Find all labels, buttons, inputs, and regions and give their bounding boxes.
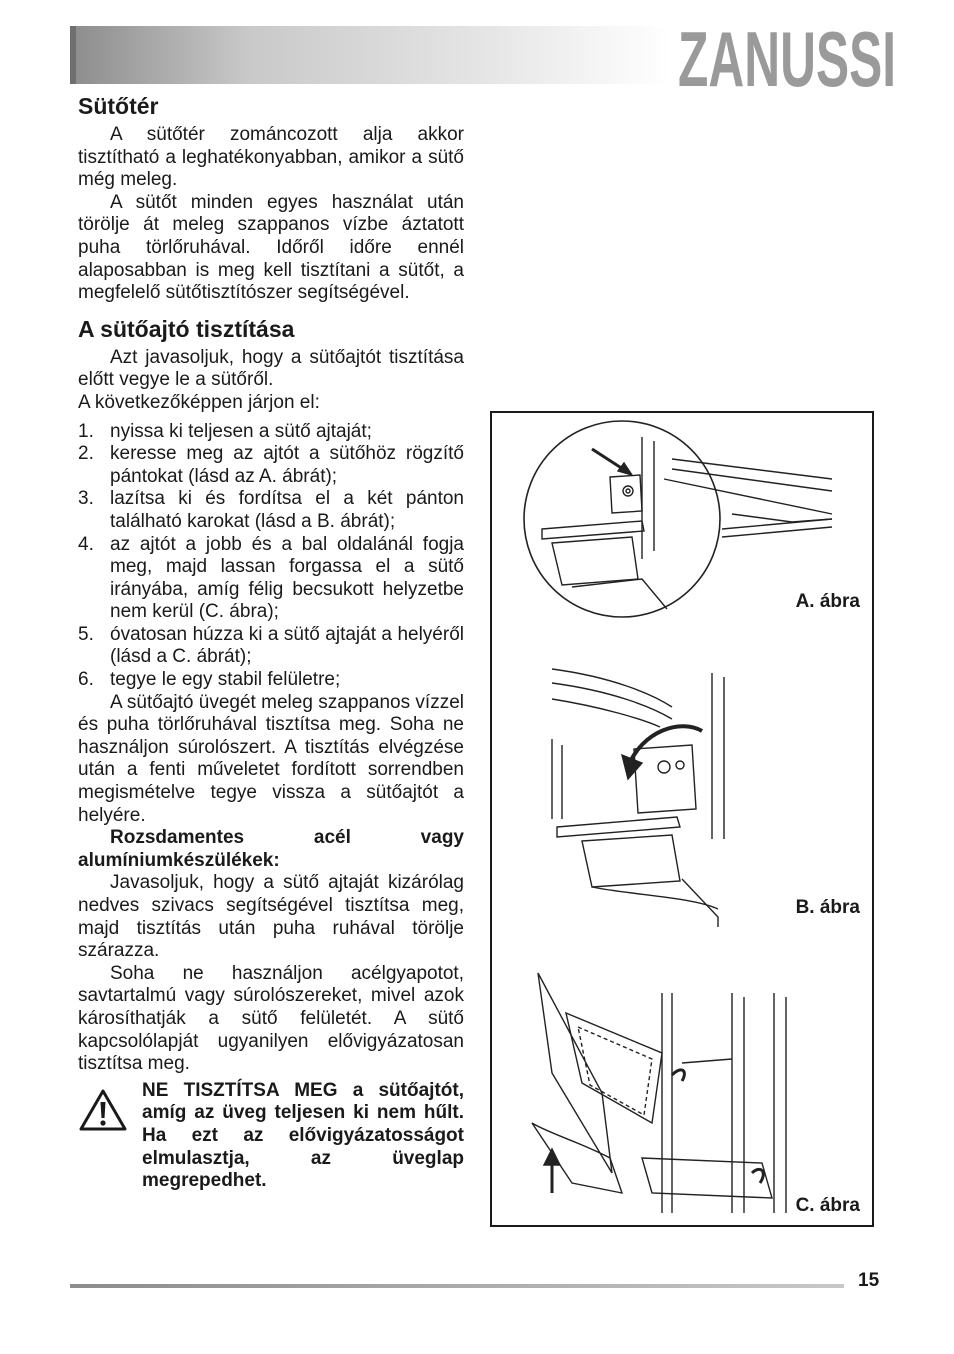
paragraph: Javasoljuk, hogy a sütő ajtaját kizárólag nedves szivacs segítségével tisztítsa meg, majd tisztítás után puha ruhával törölje szárazza. bbox=[78, 872, 464, 962]
header-bar bbox=[70, 26, 670, 84]
list-item: 6. tegye le egy stabil felületre; bbox=[78, 669, 341, 691]
warning-text: NE TISZTÍTSA MEG a sütőajtót, amíg az üveg teljesen ki nem hűlt. Ha ezt az elővigyázatosságot elmulasztja, az üveglap megrepedhet. bbox=[142, 1079, 464, 1192]
paragraph: Soha ne használjon acélgyapotot, savtartalmú vagy súrolószereket, mivel azok károsíthatják a sütő felületét. A sütő kapcsolólapját ugyanilyen elővigyázatosan tisztítsa meg. bbox=[78, 962, 464, 1075]
figure-c-illustration bbox=[492, 953, 872, 1221]
list-item: 5. óvatosan húzza ki a sütő ajtaját a helyéről (lásd a C. ábrát); bbox=[78, 623, 464, 668]
figure-b-label: B. ábra bbox=[795, 897, 860, 918]
section-title-door-cleaning: A sütőajtó tisztítása bbox=[78, 315, 295, 342]
paragraph: A következőképpen járjon el: bbox=[78, 391, 320, 413]
figure-c-label: C. ábra bbox=[795, 1195, 860, 1216]
list-item: 4. az ajtót a jobb és a bal oldalánál fogja meg, majd lassan forgassa el a sütő irányába, amíg félig becsukott helyzetbe nem kerül (C. ábra); bbox=[78, 533, 464, 623]
list-item: 2. keresse meg az ajtót a sütőhöz rögzítő pántokat (lásd az A. ábrát); bbox=[78, 443, 464, 487]
figure-box bbox=[490, 411, 874, 1227]
brand-text: ZANUSSI bbox=[678, 15, 896, 96]
text-column bbox=[78, 92, 464, 1193]
section-title-sutoter: Sütőtér bbox=[78, 93, 159, 119]
paragraph: Azt javasoljuk, hogy a sütőajtót tisztítása előtt vegye le a sütőről. bbox=[78, 346, 464, 391]
figure-b-illustration bbox=[492, 659, 872, 927]
stainless-heading: Rozsdamentes acél vagy alumíniumkészülékek: bbox=[78, 827, 464, 871]
list-item: 1. nyissa ki teljesen a sütő ajtaját; bbox=[78, 420, 372, 442]
zanussi-logo bbox=[676, 14, 898, 96]
paragraph: A sütőajtó üvegét meleg szappanos vízzel és puha törlőruhával tisztítsa meg. Soha ne használjon súrolószert. A tisztítás elvégzése után a fenti műveletet fordított sorrendben megismételve tegye vissza a sütőajtót a helyére. bbox=[78, 691, 464, 826]
paragraph: A sütőtér zománcozott alja akkor tisztítható a leghatékonyabban, amikor a sütő még meleg. bbox=[78, 124, 464, 191]
list-item: 3. lazítsa ki és fordítsa el a két pánton található karokat (lásd a B. ábrát); bbox=[78, 488, 464, 532]
figure-a-label: A. ábra bbox=[795, 591, 860, 612]
footer-bar bbox=[70, 1284, 844, 1288]
paragraph: A sütőt minden egyes használat után törölje át meleg szappanos vízbe áztatott puha törlőruhával. Időről időre ennél alaposabban is meg kell tisztítani a sütőt, a megfelelő sütőtisztítószer segítségével. bbox=[78, 191, 464, 304]
warning-block bbox=[78, 1080, 464, 1193]
steps-list bbox=[78, 421, 464, 692]
page-number: 15 bbox=[858, 1270, 880, 1291]
warning-triangle-icon bbox=[78, 1088, 128, 1132]
